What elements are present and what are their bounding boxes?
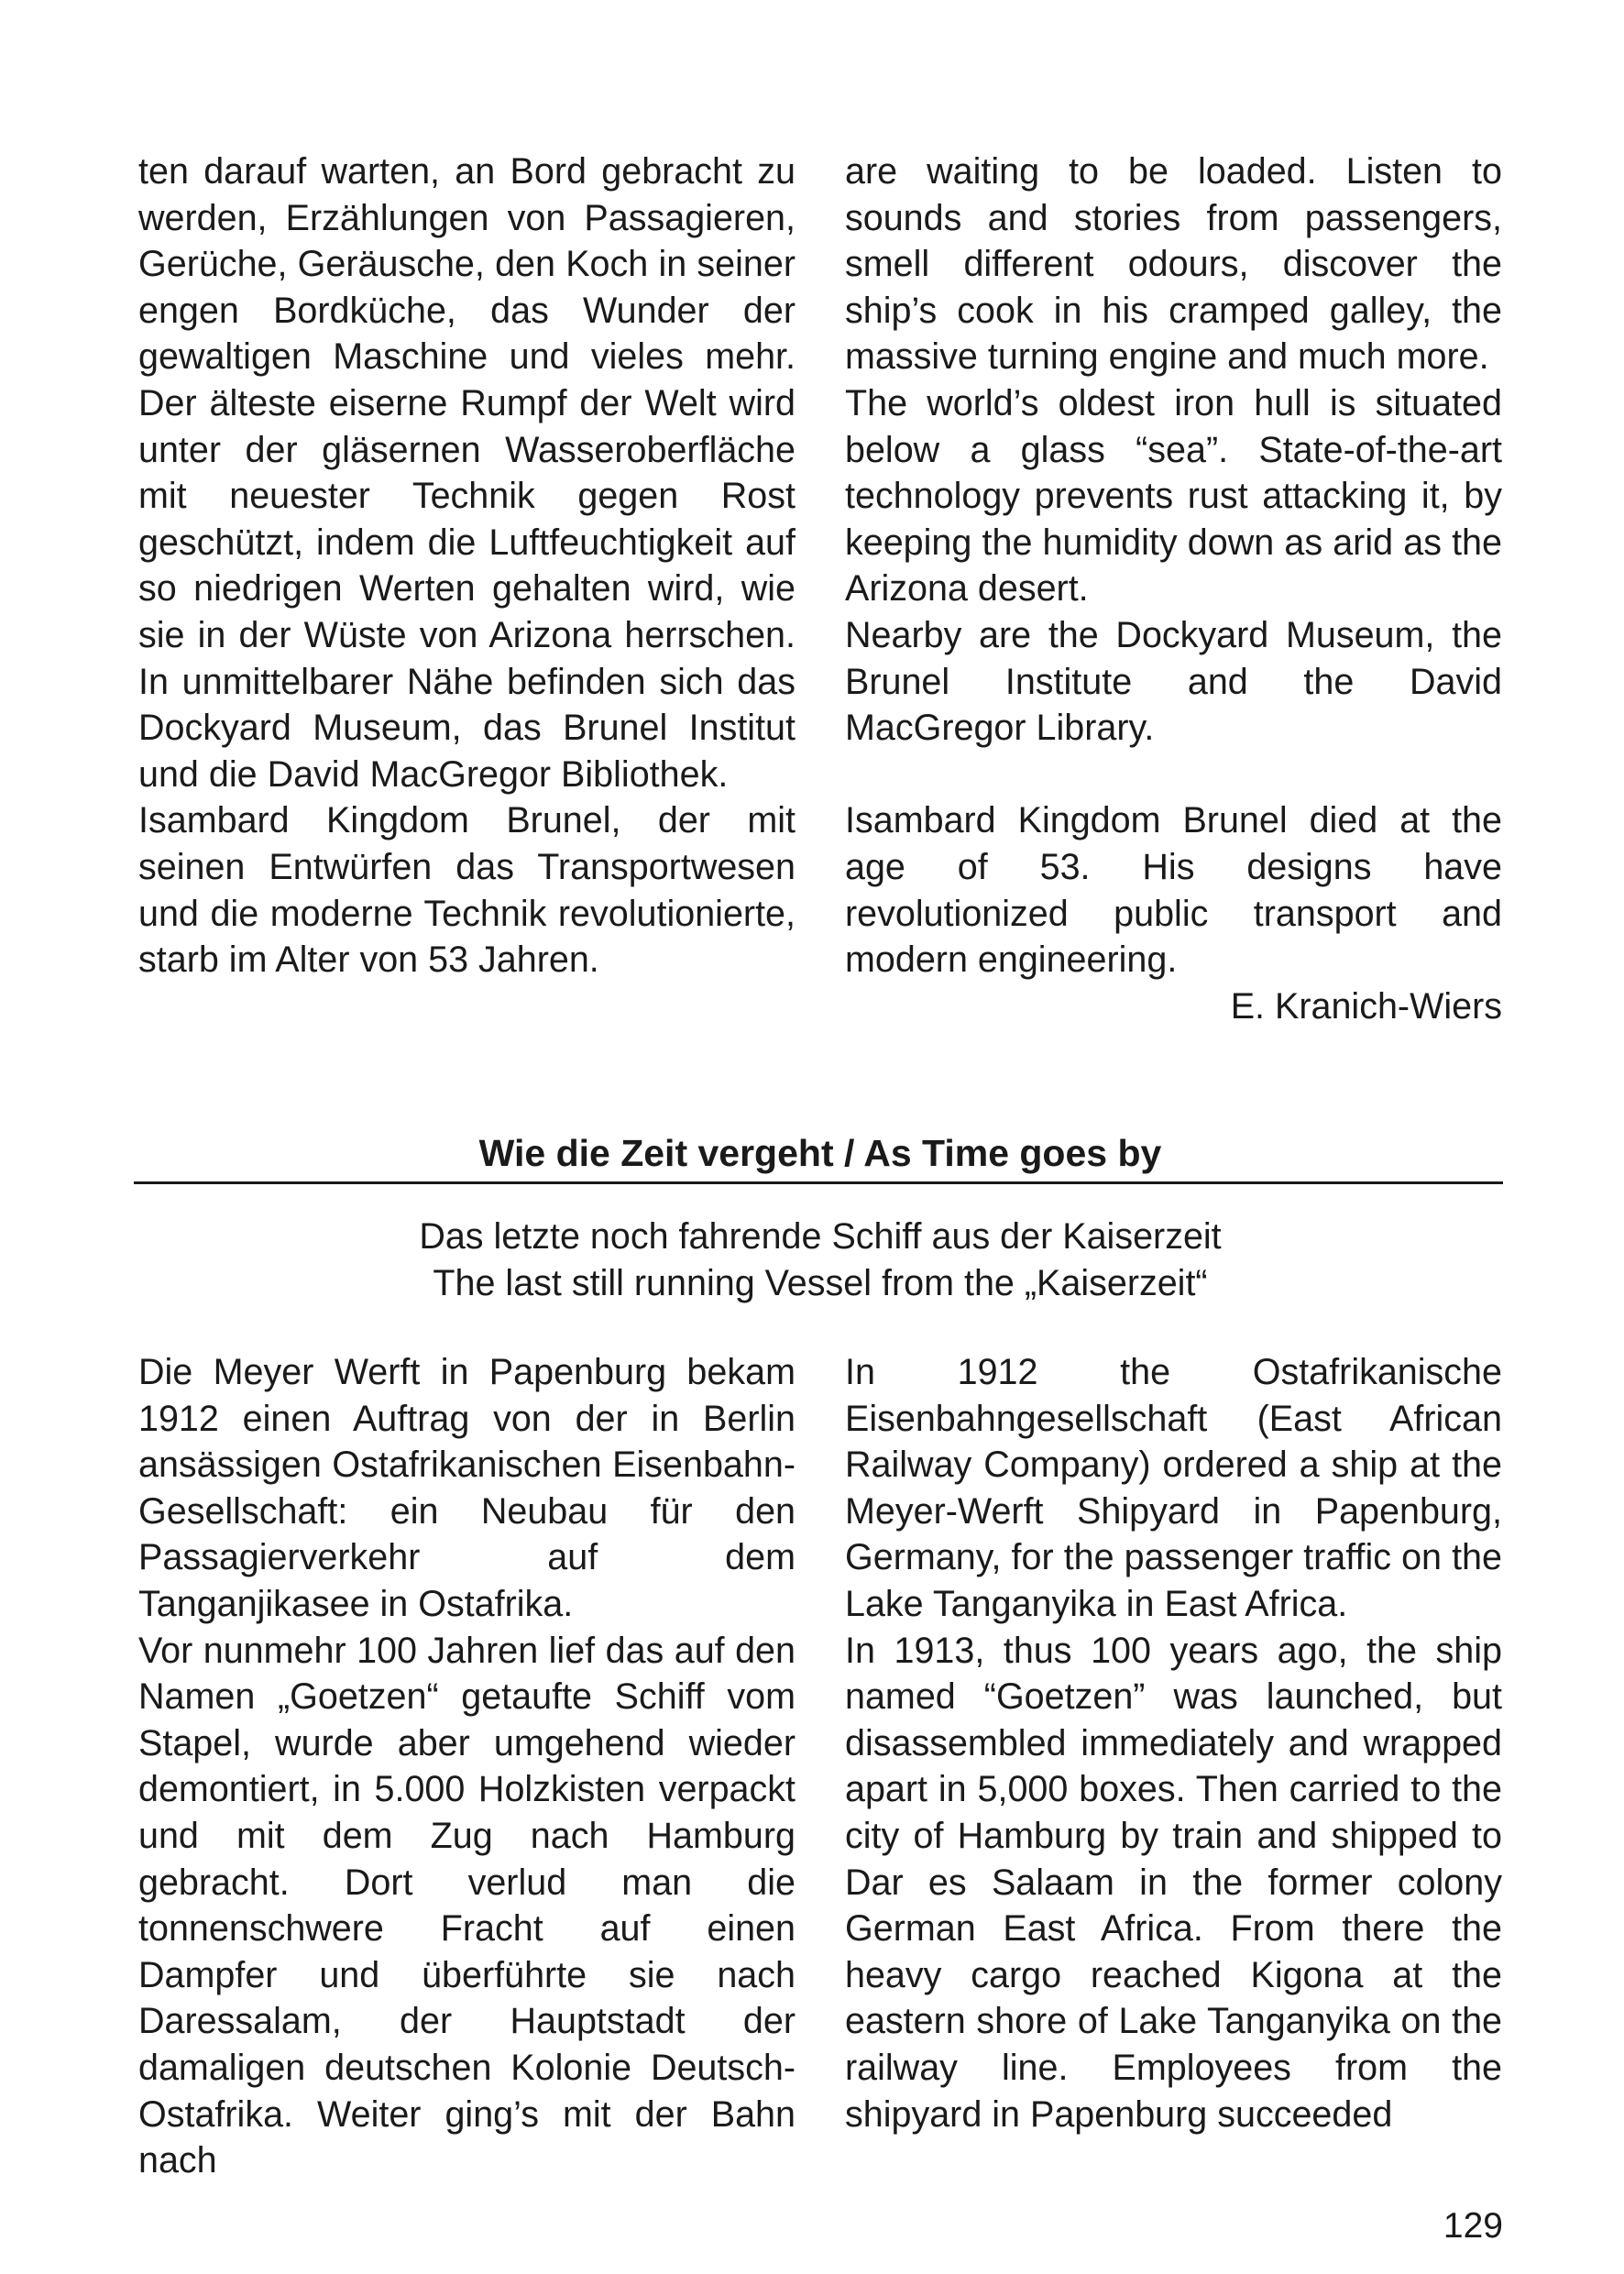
paragraph: Die Meyer Werft in Papenburg bekam 1912 einen Auftrag von der in Berlin ansässigen Ostafrikanischen Eisenbahn-Gesellschaft: ein Neubau für den Passagierverkehr auf dem Tanganjikasee in Ostafrika. xyxy=(138,1352,796,1624)
paragraph: In 1913, thus 100 years ago, the ship named “Goetzen” was launched, but disassembled immediately and wrapped apart in 5,000 boxes. Then carried to the city of Hamburg by train and shipped to Dar es Salaam in the former colony German East Africa. From there the heavy cargo reached Kigona at the eastern shore of Lake Tanganyika on the railway line. Employees from the shipyard in Papenburg succeeded xyxy=(845,1630,1502,2135)
section-heading: Wie die Zeit vergeht / As Time goes by xyxy=(478,1132,1162,1174)
subtitle-german: Das letzte noch fahrende Schiff aus der Kaiserzeit xyxy=(419,1216,1222,1257)
paragraph: The world’s oldest iron hull is situated below a glass “sea”. State-of-the-art technology prevents rust attacking it, by keeping the humidity down as arid as the Arizona desert. xyxy=(845,382,1502,610)
section-subtitle xyxy=(138,1214,1502,1307)
paragraph: ten darauf warten, an Bord gebracht zu werden, Erzählungen von Passagieren, Gerüche, Geräusche, den Koch in seiner engen Bordküche, das Wunder der gewaltigen Maschine und vieles mehr. Der älteste eiserne Rumpf der Welt wird unter der gläsernen Wasseroberfläche mit neuester Technik gegen Rost geschützt, indem die Luftfeuchtigkeit auf so niedrigen Werten gehalten wird, wie sie in der Wüste von Arizona herrschen. In unmittelbarer Nähe befinden sich das Dockyard Museum, das Brunel Institut und die David MacGregor Bibliothek. xyxy=(138,151,796,795)
page-number: 129 xyxy=(1443,2206,1503,2246)
paragraph: are waiting to be loaded. Listen to sounds and stories from passengers, smell different odours, discover the ship’s cook in his cramped galley, the massive turning engine and much more. xyxy=(845,151,1502,378)
heading-divider xyxy=(134,1181,1503,1184)
author-signature: E. Kranich-Wiers xyxy=(1230,985,1502,1027)
paragraph: Isambard Kingdom Brunel, der mit seinen Entwürfen das Transportwesen und die moderne Technik revolutionierte, starb im Alter von 53 Jahren. xyxy=(138,800,796,981)
paragraph: Vor nunmehr 100 Jahren lief das auf den Namen „Goetzen“ getaufte Schiff vom Stapel, wurde aber umgehend wieder demontiert, in 5.000 Holzkisten verpackt und mit dem Zug nach Hamburg gebracht. Dort verlud man die tonnenschwere Fracht auf einen Dampfer und überführte sie nach Daressalam, der Hauptstadt der damaligen deutschen Kolonie Deutsch-Ostafrika. Weiter ging’s mit der Bahn nach xyxy=(138,1630,796,2181)
bottom-right-column xyxy=(845,1349,1502,2137)
bottom-left-column xyxy=(138,1349,796,2184)
paragraph: Isambard Kingdom Brunel died at the age of 53. His designs have revolutionized public transport and modern engineering. xyxy=(845,800,1502,981)
top-right-column xyxy=(845,148,1502,1029)
paragraph: Nearby are the Dockyard Museum, the Brunel Institute and the David MacGregor Library. xyxy=(845,614,1502,749)
paragraph: In 1912 the Ostafrikanische Eisenbahngesellschaft (East African Railway Company) ordered a ship at the Meyer-Werft Shipyard in Papenburg, Germany, for the passenger traffic on the Lake Tanganyika in East Africa. xyxy=(845,1352,1502,1624)
top-left-column xyxy=(138,148,796,983)
paragraph-gap xyxy=(845,752,1502,798)
subtitle-english: The last still running Vessel from the „Kaiserzeit“ xyxy=(433,1263,1208,1303)
